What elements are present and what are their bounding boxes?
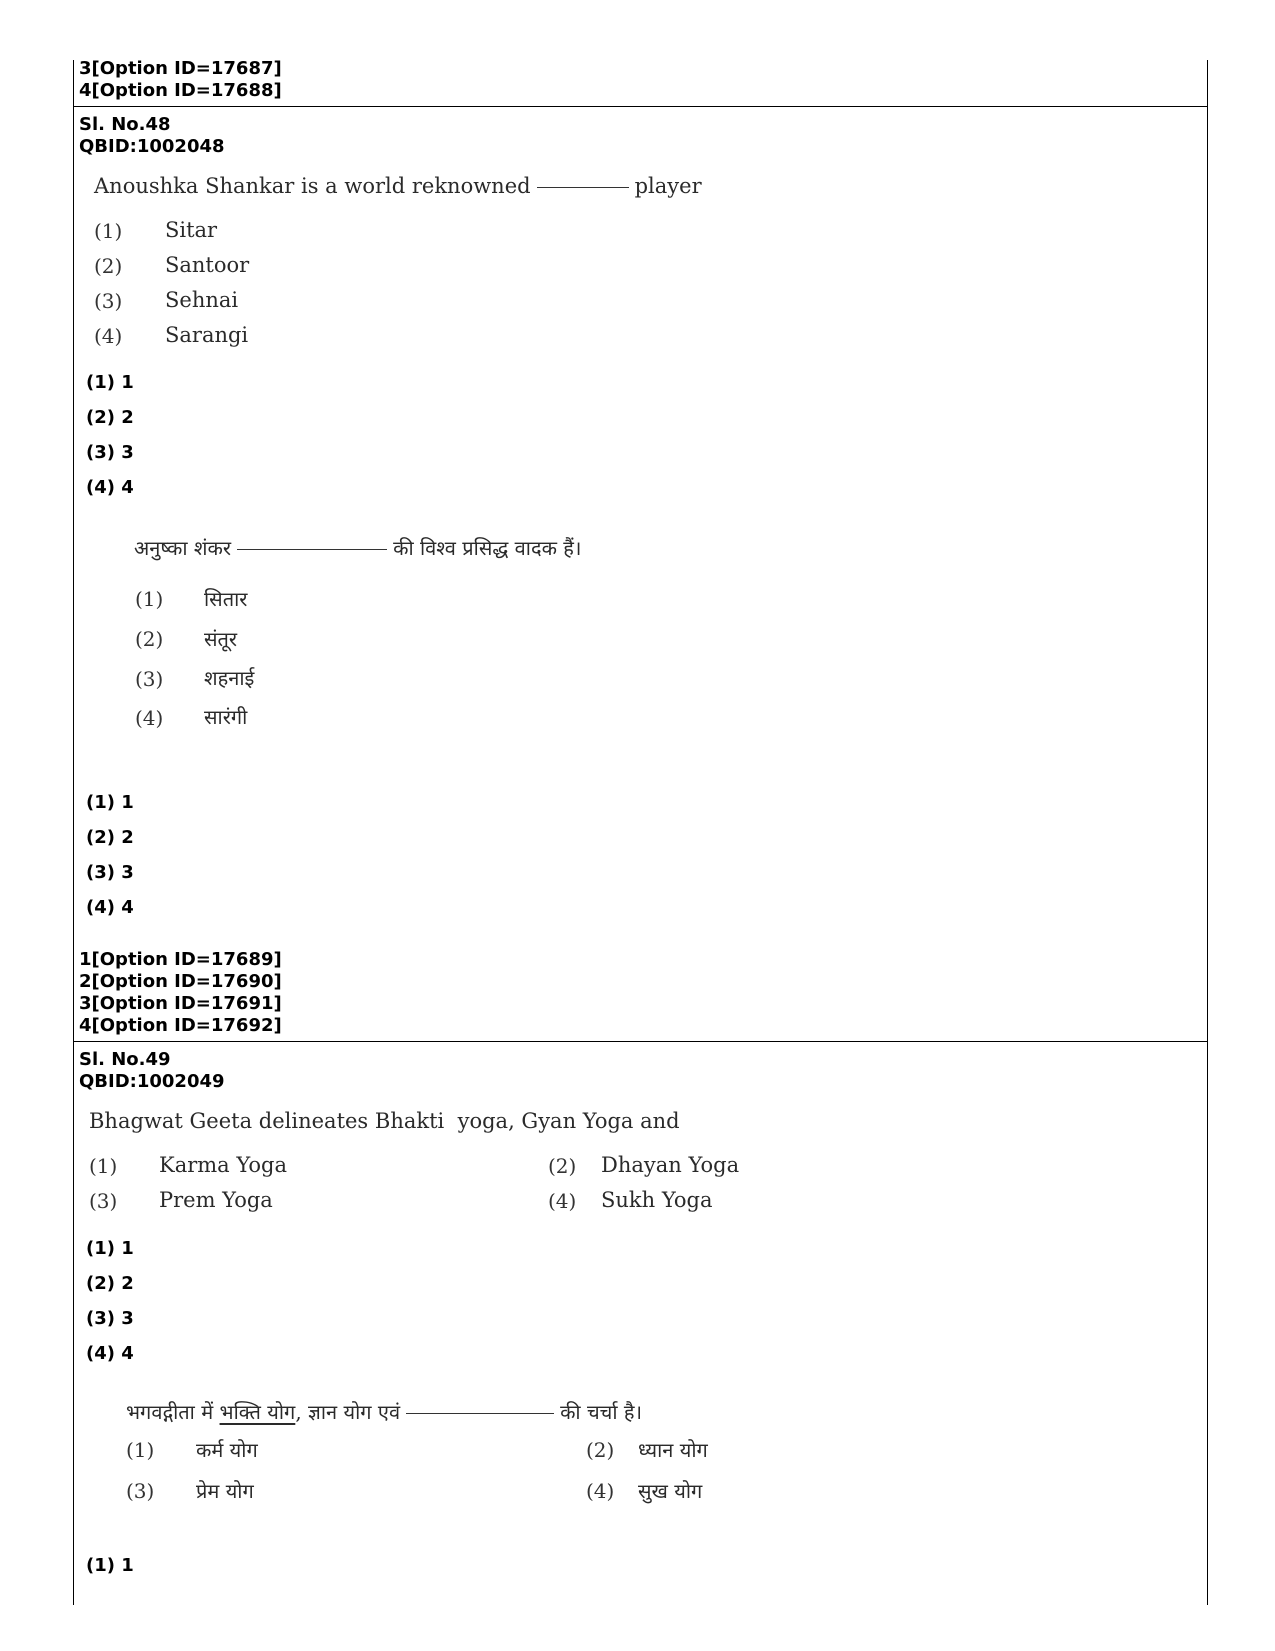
question-text-part: player — [634, 174, 702, 198]
option-number: (2) — [586, 1438, 615, 1462]
blank-line — [406, 1413, 554, 1414]
option-id-line: 4[Option ID=17688] — [79, 80, 282, 101]
option-number: (1) — [89, 1154, 118, 1178]
option-number: (2) — [548, 1154, 577, 1178]
answer-choice: (4) 4 — [86, 1343, 134, 1364]
answer-choice: (3) 3 — [86, 1308, 134, 1329]
answer-choice: (1) 1 — [86, 1238, 134, 1259]
question-text-hindi — [126, 1398, 642, 1425]
option-text: प्रेम योग — [196, 1479, 254, 1503]
answer-choice: (2) 2 — [86, 1273, 134, 1294]
option-number: (3) — [89, 1189, 118, 1213]
blank-line — [237, 549, 387, 550]
option-number: (4) — [548, 1189, 577, 1213]
option-number: (3) — [94, 289, 123, 313]
question-divider — [73, 1041, 1208, 1042]
answer-choice: (2) 2 — [86, 407, 134, 428]
question-qbid: QBID:1002048 — [79, 136, 225, 157]
option-text: Sukh Yoga — [601, 1188, 713, 1212]
option-text: Karma Yoga — [159, 1153, 287, 1177]
answer-choice: (3) 3 — [86, 862, 134, 883]
option-id-line: 2[Option ID=17690] — [79, 971, 282, 992]
option-text: Santoor — [165, 253, 250, 277]
option-text: Sitar — [165, 218, 218, 242]
question-text-part: की विश्व प्रसिद्ध वादक हैं। — [393, 536, 582, 560]
answer-choice: (1) 1 — [86, 1555, 134, 1576]
option-text: Prem Yoga — [159, 1188, 273, 1212]
option-id-line: 3[Option ID=17691] — [79, 993, 282, 1014]
underlined-term: भक्ति योग — [219, 1400, 296, 1424]
option-number: (2) — [135, 627, 164, 651]
question-serial: Sl. No.48 — [79, 114, 171, 135]
question-qbid: QBID:1002049 — [79, 1071, 225, 1092]
answer-choice: (4) 4 — [86, 477, 134, 498]
option-text: Dhayan Yoga — [601, 1153, 740, 1177]
answer-choice: (1) 1 — [86, 792, 134, 813]
question-serial: Sl. No.49 — [79, 1049, 171, 1070]
option-number: (4) — [94, 324, 123, 348]
option-text: सारंगी — [204, 705, 248, 729]
option-text: संतूर — [204, 627, 238, 651]
question-text-hindi — [134, 534, 582, 561]
option-text: ध्यान योग — [638, 1438, 708, 1462]
option-number: (1) — [94, 219, 123, 243]
option-id-line: 3[Option ID=17687] — [79, 58, 282, 79]
frame-right-border — [1207, 60, 1208, 1605]
question-text-part: , ज्ञान योग एवं — [295, 1400, 401, 1424]
frame-left-border — [73, 60, 74, 1605]
option-text: कर्म योग — [196, 1438, 258, 1462]
option-text: सुख योग — [638, 1479, 703, 1503]
option-number: (2) — [94, 254, 123, 278]
option-number: (4) — [135, 706, 164, 730]
question-text-part: Anoushka Shankar is a world reknowned — [94, 174, 531, 198]
option-number: (3) — [135, 667, 164, 691]
option-number: (3) — [126, 1479, 155, 1503]
option-text: Sehnai — [165, 288, 239, 312]
question-divider — [73, 106, 1208, 107]
question-text-part: भगवद्गीता में — [126, 1400, 214, 1424]
option-number: (1) — [135, 587, 164, 611]
question-text-english — [94, 174, 702, 198]
answer-choice: (2) 2 — [86, 827, 134, 848]
option-text: Sarangi — [165, 323, 249, 347]
option-text: सितार — [204, 587, 248, 611]
option-number: (4) — [586, 1479, 615, 1503]
answer-choice: (4) 4 — [86, 897, 134, 918]
question-text-english: Bhagwat Geeta delineates Bhakti yoga, Gyan Yoga and — [89, 1109, 680, 1133]
option-number: (1) — [126, 1438, 155, 1462]
option-id-line: 1[Option ID=17689] — [79, 949, 282, 970]
question-text-part: की चर्चा है। — [560, 1400, 643, 1424]
answer-choice: (1) 1 — [86, 372, 134, 393]
option-text: शहनाई — [204, 666, 255, 690]
blank-line — [537, 187, 629, 188]
option-id-line: 4[Option ID=17692] — [79, 1015, 282, 1036]
question-text-part: अनुष्का शंकर — [134, 536, 232, 560]
answer-choice: (3) 3 — [86, 442, 134, 463]
